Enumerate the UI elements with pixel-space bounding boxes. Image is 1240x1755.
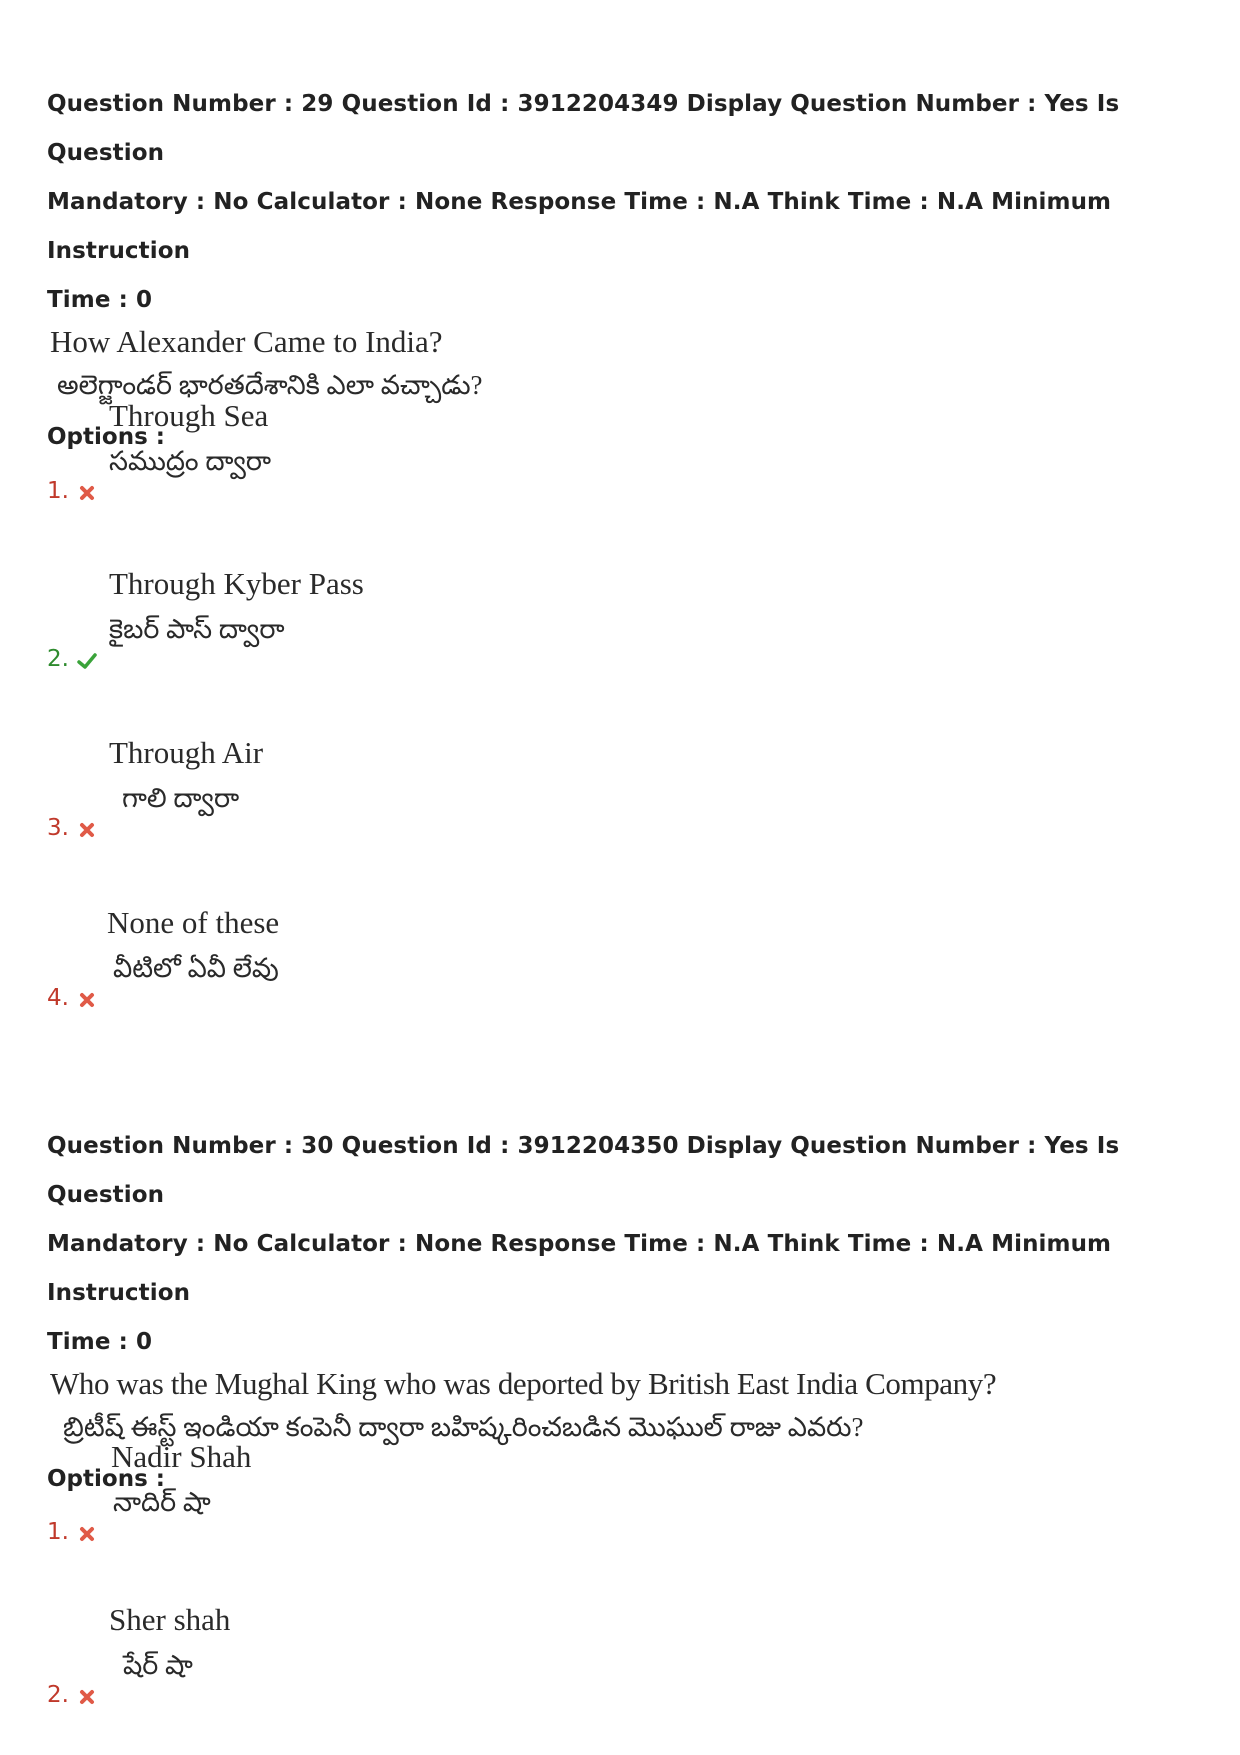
meta-line-1: Question Number : 30 Question Id : 3912204350 Display Question Number : Yes Is Question xyxy=(47,1133,1120,1208)
meta-line-3: Time : 0 xyxy=(47,1329,153,1355)
option-text-english: None of these xyxy=(107,905,280,940)
question-text-telugu: అలెగ్జాండర్ భారతదేశానికి ఎలా వచ్చాడు? xyxy=(57,370,483,400)
options-label: Options : xyxy=(47,1466,165,1492)
option-text-english: Through Kyber Pass xyxy=(109,566,364,601)
option-1[interactable] xyxy=(47,395,747,505)
option-1[interactable] xyxy=(47,1436,747,1546)
question-text-english: How Alexander Came to India? xyxy=(50,324,443,359)
cross-icon xyxy=(77,483,97,503)
option-number: 2. xyxy=(47,1682,69,1708)
option-number: 1. xyxy=(47,1519,69,1545)
option-text-telugu: నాదిర్ షా xyxy=(113,1487,211,1517)
question-meta xyxy=(47,80,1207,325)
option-text-english: Through Air xyxy=(109,735,264,770)
option-2[interactable] xyxy=(47,1599,747,1709)
options-label: Options : xyxy=(47,424,165,450)
question-text-english: Who was the Mughal King who was deported by British East India Company? xyxy=(50,1366,997,1401)
cross-icon xyxy=(77,1524,97,1544)
checkmark-icon xyxy=(77,651,97,671)
option-4[interactable] xyxy=(47,902,747,1012)
option-3[interactable] xyxy=(47,732,747,842)
option-text-telugu: షేర్ షా xyxy=(123,1650,193,1680)
option-text-telugu: గాలి ద్వారా xyxy=(122,783,240,813)
meta-line-3: Time : 0 xyxy=(47,287,153,313)
meta-line-2: Mandatory : No Calculator : None Response Time : N.A Think Time : N.A Minimum Instruction xyxy=(47,1231,1112,1306)
option-number: 4. xyxy=(47,985,69,1011)
option-text-telugu: కైబర్ పాస్ ద్వారా xyxy=(109,614,285,644)
option-text-english: Sher shah xyxy=(109,1602,231,1637)
option-text-english: Through Sea xyxy=(109,398,269,433)
meta-line-2: Mandatory : No Calculator : None Response Time : N.A Think Time : N.A Minimum Instruction xyxy=(47,189,1112,264)
option-text-telugu: సముద్రం ద్వారా xyxy=(109,446,272,476)
option-2[interactable] xyxy=(47,563,747,673)
option-text-english: Nadir Shah xyxy=(111,1439,252,1474)
option-number: 1. xyxy=(47,478,69,504)
cross-icon xyxy=(77,990,97,1010)
meta-line-1: Question Number : 29 Question Id : 3912204349 Display Question Number : Yes Is Question xyxy=(47,91,1120,166)
question-text-telugu: బ్రిటీష్ ఈస్ట్ ఇండియా కంపెనీ ద్వారా బహిష్కరించబడిన మొఘుల్ రాజు ఎవరు? xyxy=(63,1412,864,1442)
cross-icon xyxy=(77,1687,97,1707)
question-meta xyxy=(47,1122,1207,1367)
option-text-telugu: వీటిలో ఏవీ లేవు xyxy=(113,953,279,983)
option-number: 3. xyxy=(47,815,69,841)
cross-icon xyxy=(77,820,97,840)
option-number: 2. xyxy=(47,646,69,672)
